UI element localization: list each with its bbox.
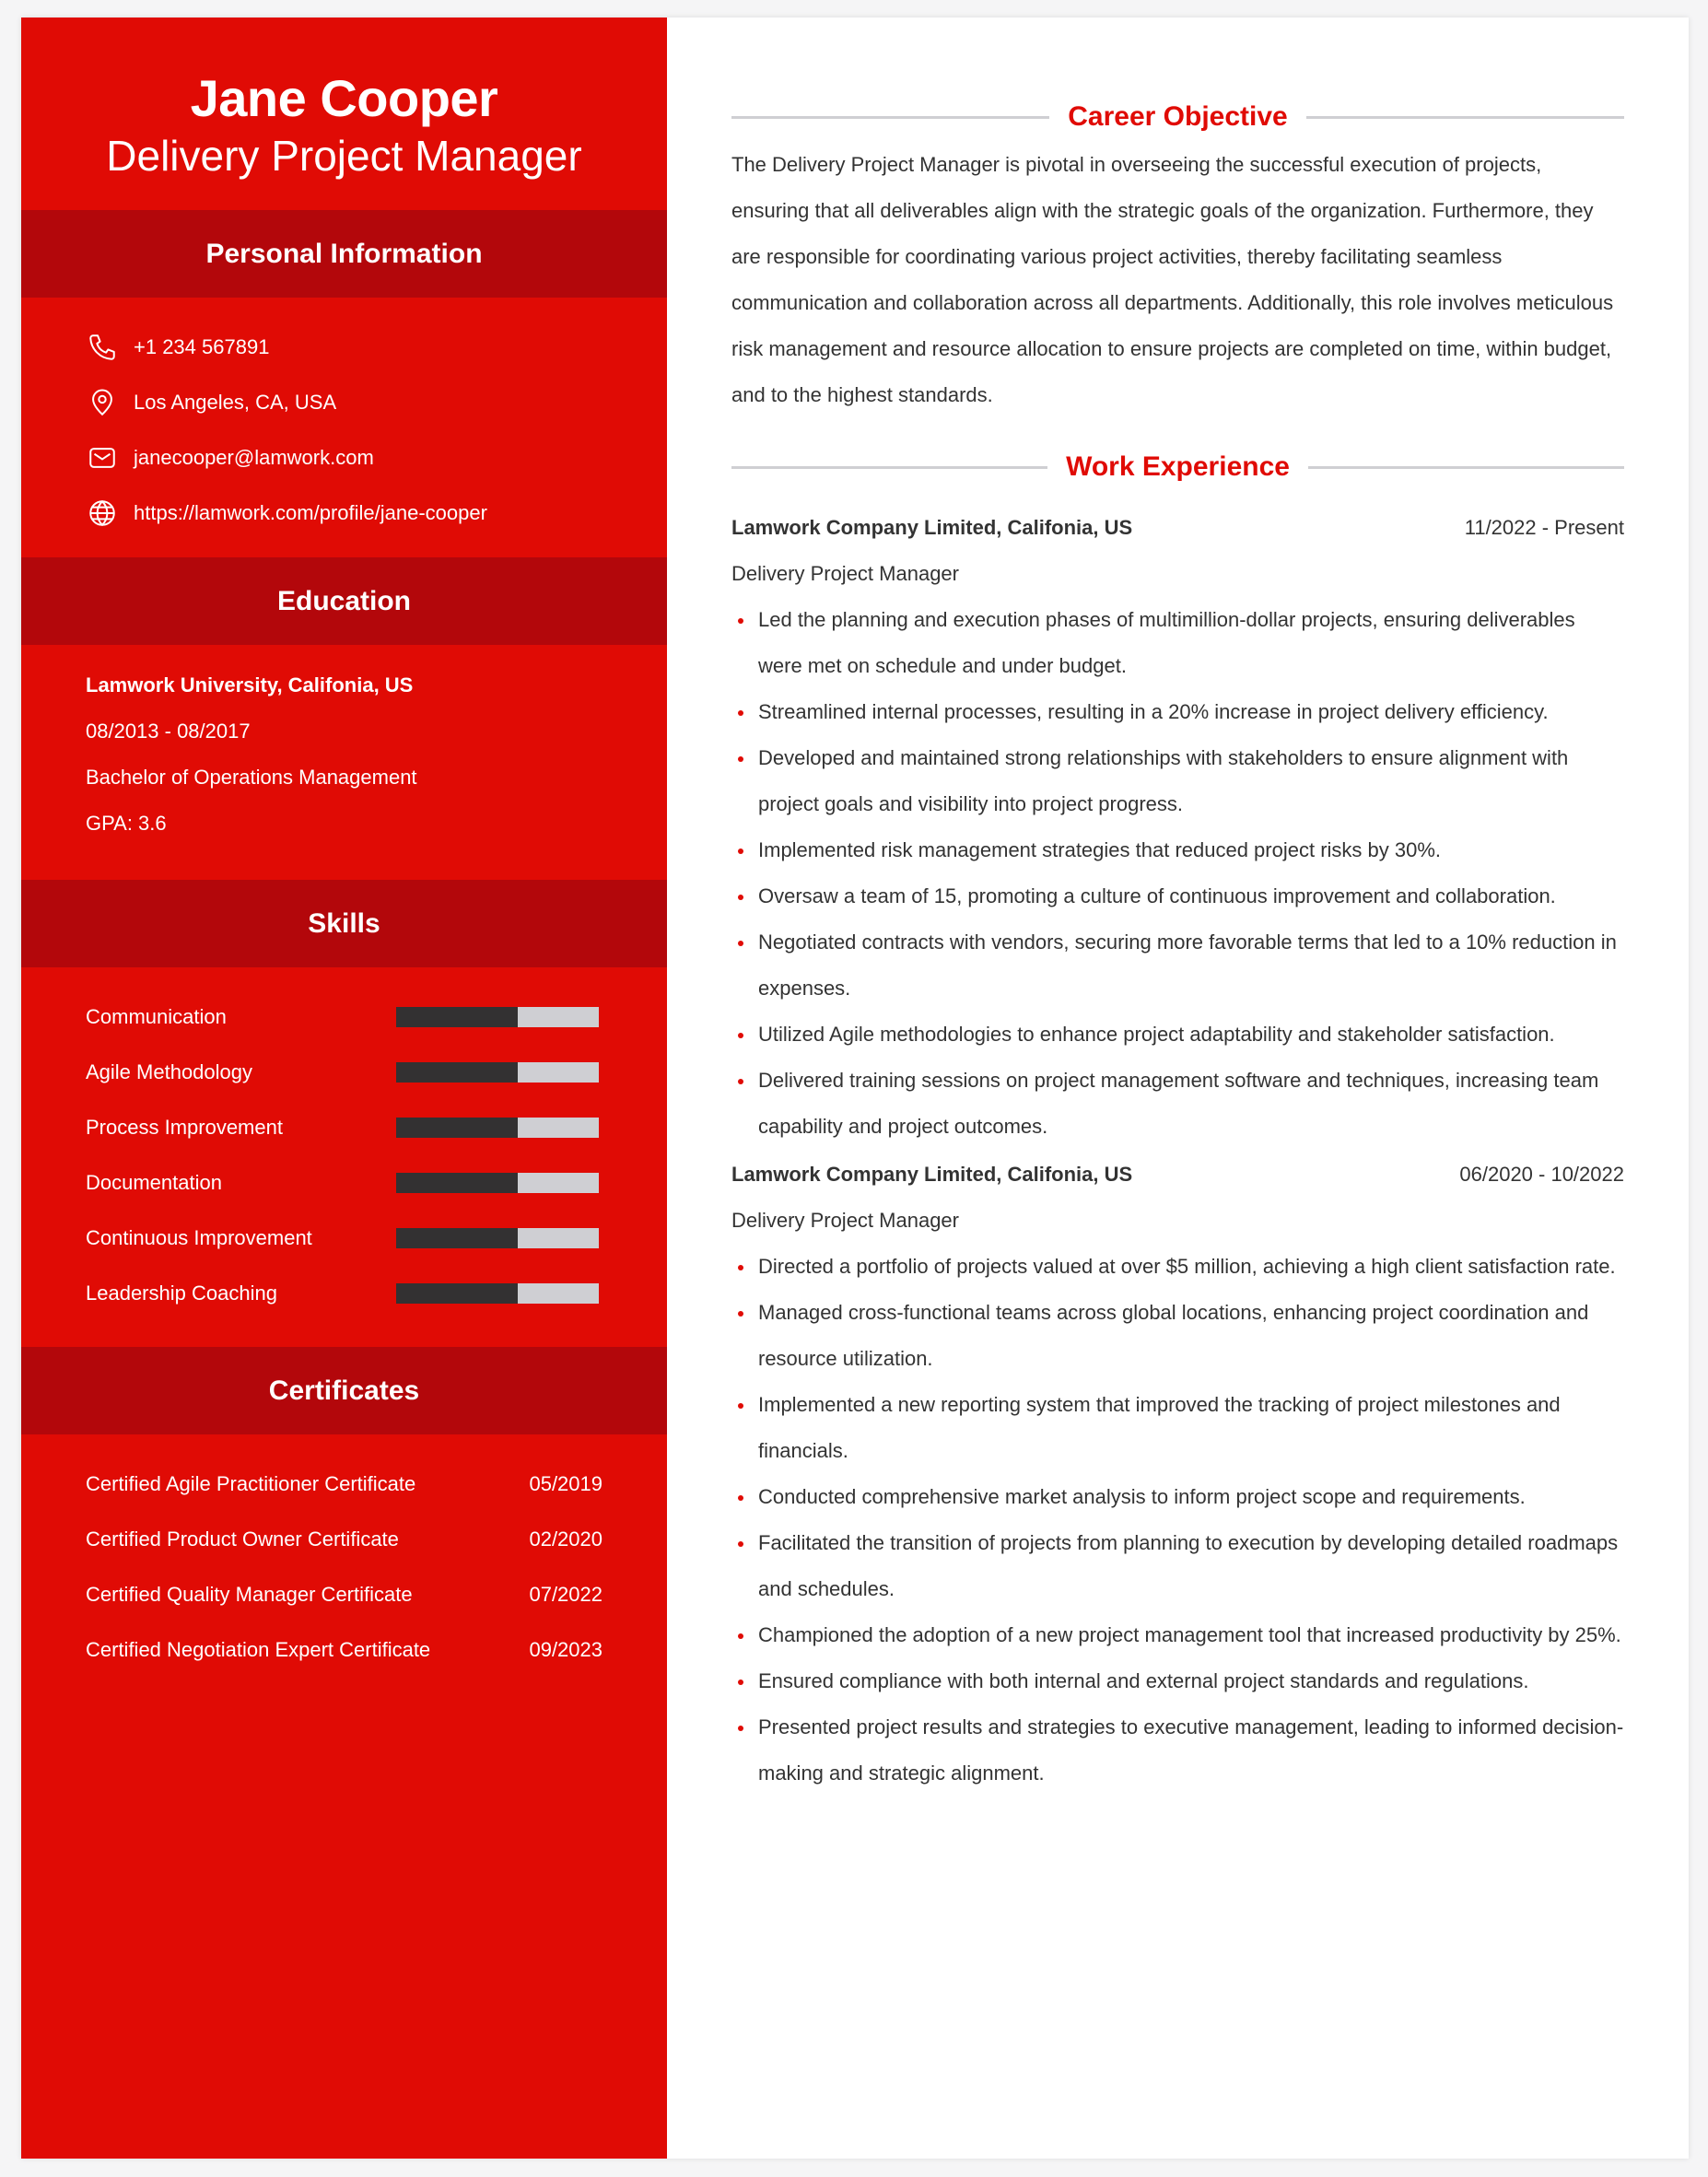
certificates-list (21, 1434, 667, 1678)
location-value: Los Angeles, CA, USA (134, 391, 337, 414)
divider-line (731, 116, 1049, 119)
skill-name: Process Improvement (86, 1116, 283, 1139)
job-entry (731, 505, 1624, 1150)
certificate-name: Certified Negotiation Expert Certificate (86, 1638, 431, 1661)
skill-row (86, 1155, 667, 1211)
skill-level-bar (396, 1007, 599, 1027)
email-icon (86, 441, 119, 474)
job-bullet: Managed cross-functional teams across global locations, enhancing project coordination and resource utilization. (731, 1290, 1624, 1382)
sidebar (21, 18, 667, 2159)
experience-heading: Work Experience (1066, 451, 1290, 482)
certificate-name: Certified Agile Practitioner Certificate (86, 1472, 416, 1495)
location-pin-icon (86, 386, 119, 419)
certificate-row (86, 1567, 602, 1622)
education-school: Lamwork University, Califonia, US (86, 673, 414, 696)
certificate-date: 02/2020 (529, 1527, 602, 1551)
job-bullet: Implemented risk management strategies that reduced project risks by 30%. (731, 827, 1624, 873)
objective-heading-row (731, 96, 1624, 138)
education-gpa: GPA: 3.6 (86, 812, 167, 835)
certificate-row (86, 1457, 602, 1512)
job-role: Delivery Project Manager (731, 1209, 959, 1232)
job-dates: 06/2020 - 10/2022 (1459, 1163, 1624, 1186)
skill-level-fill (396, 1118, 518, 1138)
email-value: janecooper@lamwork.com (134, 446, 374, 469)
divider-line (731, 466, 1047, 469)
certificate-name: Certified Quality Manager Certificate (86, 1583, 413, 1606)
education-heading: Education (21, 557, 667, 645)
main-content (667, 18, 1689, 2159)
divider-line (1308, 466, 1624, 469)
skill-level-bar (396, 1228, 599, 1248)
objective-heading: Career Objective (1068, 101, 1288, 132)
location-row (86, 375, 667, 430)
phone-row (86, 320, 667, 375)
job-bullet: Delivered training sessions on project management software and techniques, increasing team capability and project outcomes. (731, 1058, 1624, 1150)
job-bullet: Led the planning and execution phases of multimillion-dollar projects, ensuring deliverables were met on schedule and under budget. (731, 597, 1624, 689)
email-row (86, 430, 667, 486)
job-role: Delivery Project Manager (731, 562, 959, 585)
skill-level-bar (396, 1283, 599, 1304)
job-bullet: Developed and maintained strong relationships with stakeholders to ensure alignment with project goals and visibility into project progress. (731, 735, 1624, 827)
education-dates: 08/2013 - 08/2017 (86, 720, 251, 743)
skill-name: Communication (86, 1005, 227, 1028)
globe-icon (86, 497, 119, 530)
job-bullet: Directed a portfolio of projects valued at over $5 million, achieving a high client satisfaction rate. (731, 1244, 1624, 1290)
skill-level-bar (396, 1062, 599, 1083)
education-degree: Bachelor of Operations Management (86, 766, 417, 789)
certificate-row (86, 1622, 602, 1678)
certificate-date: 05/2019 (529, 1472, 602, 1495)
skill-level-bar (396, 1118, 599, 1138)
experience-heading-row (731, 446, 1624, 488)
website-row (86, 486, 667, 541)
skill-row (86, 1211, 667, 1266)
skills-list (21, 967, 667, 1347)
divider-line (1306, 116, 1624, 119)
job-header (731, 505, 1624, 551)
job-company: Lamwork Company Limited, Califonia, US (731, 516, 1133, 539)
profile-title: Delivery Project Manager (106, 132, 582, 180)
job-bullet: Utilized Agile methodologies to enhance project adaptability and stakeholder satisfaction. (731, 1012, 1624, 1058)
education-block (21, 645, 667, 880)
skill-name: Documentation (86, 1171, 222, 1194)
job-header (731, 1152, 1624, 1198)
certificate-date: 07/2022 (529, 1583, 602, 1606)
job-entry (731, 1152, 1624, 1797)
job-bullet: Oversaw a team of 15, promoting a culture of continuous improvement and collaboration. (731, 873, 1624, 919)
job-bullet: Facilitated the transition of projects from planning to execution by developing detailed roadmaps and schedules. (731, 1520, 1624, 1612)
phone-value: +1 234 567891 (134, 335, 270, 358)
skills-heading: Skills (21, 880, 667, 967)
skill-level-fill (396, 1007, 518, 1027)
personal-info-list (21, 298, 667, 557)
job-bullets (731, 597, 1624, 1150)
job-dates: 11/2022 - Present (1464, 516, 1624, 539)
job-bullet: Championed the adoption of a new project management tool that increased productivity by 25%. (731, 1612, 1624, 1658)
skill-level-fill (396, 1283, 518, 1304)
skill-row (86, 989, 667, 1045)
resume-page (21, 18, 1689, 2159)
profile-name: Jane Cooper (190, 69, 498, 127)
profile-header (21, 18, 667, 210)
job-bullet: Negotiated contracts with vendors, securing more favorable terms that led to a 10% reduction in expenses. (731, 919, 1624, 1012)
certificate-row (86, 1512, 602, 1567)
skill-row (86, 1100, 667, 1155)
job-company: Lamwork Company Limited, Califonia, US (731, 1163, 1133, 1186)
certificates-heading: Certificates (21, 1347, 667, 1434)
personal-info-heading: Personal Information (21, 210, 667, 298)
skill-level-fill (396, 1228, 518, 1248)
job-bullet: Conducted comprehensive market analysis to inform project scope and requirements. (731, 1474, 1624, 1520)
skill-level-fill (396, 1173, 518, 1193)
skill-level-bar (396, 1173, 599, 1193)
job-bullets (731, 1244, 1624, 1797)
skill-level-fill (396, 1062, 518, 1083)
job-bullet: Presented project results and strategies to executive management, leading to informed decision-making and strategic alignment. (731, 1704, 1624, 1797)
certificate-name: Certified Product Owner Certificate (86, 1527, 399, 1551)
skill-name: Agile Methodology (86, 1060, 253, 1083)
phone-icon (86, 331, 119, 364)
skill-name: Continuous Improvement (86, 1226, 312, 1249)
job-bullet: Implemented a new reporting system that improved the tracking of project milestones and financials. (731, 1382, 1624, 1474)
certificate-date: 09/2023 (529, 1638, 602, 1661)
website-value: https://lamwork.com/profile/jane-cooper (134, 501, 487, 524)
objective-text: The Delivery Project Manager is pivotal in overseeing the successful execution of projects, ensuring that all deliverables align with the strategic goals of the organization. Furthermore, they are responsible for coordinating various project activities, thereby facilitating seamless communication and collaboration across all departments. Additionally, this role involves meticulous risk management and resource allocation to ensure projects are completed on time, within budget, and to the highest standards. (731, 153, 1614, 406)
skill-name: Leadership Coaching (86, 1282, 277, 1305)
job-bullet: Streamlined internal processes, resulting in a 20% increase in project delivery efficiency. (731, 689, 1624, 735)
job-bullet: Ensured compliance with both internal and external project standards and regulations. (731, 1658, 1624, 1704)
skill-row (86, 1266, 667, 1321)
skill-row (86, 1045, 667, 1100)
